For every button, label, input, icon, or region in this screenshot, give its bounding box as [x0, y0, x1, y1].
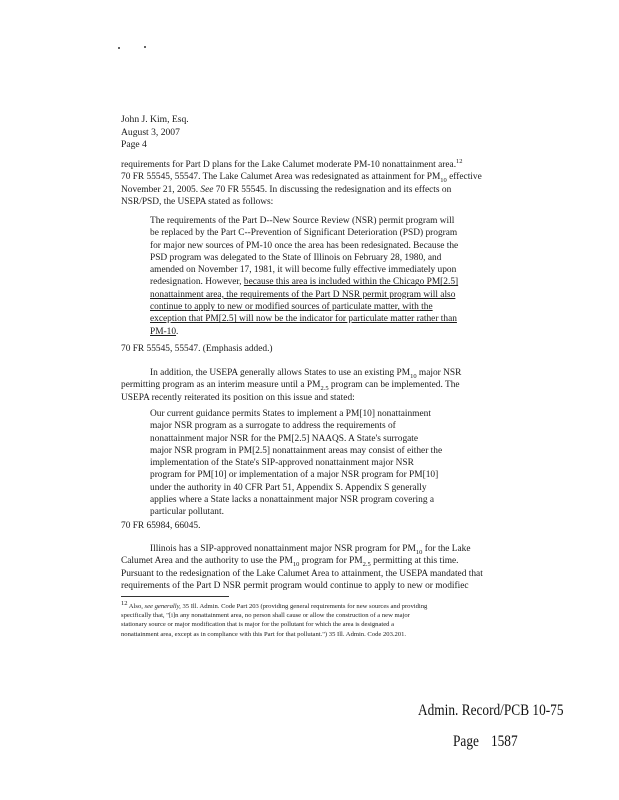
citation-2 [121, 520, 200, 532]
text-run: In addition, the USEPA generally allows States to use an existing PM [150, 368, 411, 378]
quote-line: amended on November 17, 1981, it will become fully effective immediately upon [150, 265, 457, 276]
text-run: requirements for Part D plans for the Lake Calumet moderate PM-10 nonattainment area. [121, 160, 457, 170]
underlined-emphasis: because this area is included within the Chicago PM[2.5] [243, 277, 459, 288]
text-run: permitting at this time. [370, 556, 459, 567]
record-page-stamp [453, 733, 518, 751]
italic-signal: see generally, [144, 603, 181, 610]
scan-speck [144, 46, 146, 48]
footnote [121, 599, 428, 639]
paragraph-1 [121, 159, 482, 208]
footnote-line: stationary source or major modification that is major for the pollutant for which the area is designated a [121, 621, 395, 629]
subscript: 10 [410, 372, 417, 380]
quote-line: under the authority in 40 CFR Part 51, Appendix S. Appendix S generally [150, 482, 427, 493]
subscript: 10 [415, 548, 423, 556]
footnote-line: specifically that, "[i]n any nonattainment area, no person shall cause or allow the construction of a new major [121, 612, 410, 620]
text-run: Calumet Area and the authority to use the PM [121, 556, 293, 567]
text-run: program can be implemented. The [328, 380, 460, 391]
underlined-emphasis: nonattainment area, the requirements of the Part D NSR permit program will also [150, 289, 456, 300]
text-run: Also, [127, 603, 145, 610]
text-line: NSR/PSD, the USEPA stated as follows: [121, 196, 274, 207]
quote-line: Our current guidance permits States to implement a PM[10] nonattainment [150, 409, 431, 419]
quote-line: The requirements of the Part D--New Source Review (NSR) permit program will [150, 216, 455, 226]
italic-signal: See [200, 184, 214, 195]
block-quote-2 [150, 408, 442, 519]
quote-line: major NSR program as a surrogate to address the requirements of [150, 421, 396, 432]
text-line: requirements of the Part D NSR permit program would continue to apply to new or modifiec [121, 580, 469, 591]
footnote-line: nonattainment area, except as in compliance with this Part for that pollutant.") 35 Ill. Admin. Code 203.201. [121, 630, 407, 638]
text-run: 70 FR 55545, 55547. The Lake Calumet Area was redesignated as attainment for PM [121, 172, 441, 183]
quote-line: for major new sources of PM-10 once the area has been redesignated. Because the [150, 240, 459, 251]
subscript: 2.5 [320, 385, 329, 393]
paragraph-2 [121, 367, 461, 404]
text-run: . [176, 326, 179, 337]
quote-line: particular pollutant. [150, 507, 224, 518]
quote-line: program for PM[10] or implementation of a major NSR program for PM[10] [150, 470, 439, 481]
underlined-emphasis: continue to apply to new or modified sources of particulate matter, with the [150, 302, 433, 313]
underlined-emphasis: exception that PM[2.5] will now be the indicator for particulate matter rather than [150, 314, 457, 325]
quote-line: major NSR program in PM[2.5] nonattainment areas may consist of either the [150, 445, 443, 456]
block-quote-1 [150, 215, 458, 338]
quote-line: nonattainment major NSR for the PM[2.5] NAAQS. A State's surrogate [150, 433, 419, 444]
text-line: Pursuant to the redesignation of the Lake Calumet Area to attainment, the USEPA mandated that [121, 568, 483, 579]
footnote-reference: 12 [456, 157, 463, 165]
subscript: 10 [440, 177, 447, 185]
date-line: August 3, 2007 [121, 126, 180, 138]
text-run: November 21, 2005. [121, 184, 201, 195]
text-run: redesignation. However, [150, 277, 244, 288]
text-run: 35 Ill. Admin. Code Part 203 (providing general requirements for new sources and providing [180, 603, 428, 610]
citation-text: 70 FR 55545, 55547. (Emphasis added.) [121, 344, 273, 354]
text-run: for the Lake [422, 544, 471, 554]
letter-header [121, 114, 189, 152]
footnote-mark: 12 [121, 599, 128, 607]
recipient-line: John J. Kim, Esq. [121, 114, 189, 125]
admin-record-stamp: Admin. Record/PCB 10-75 [418, 702, 564, 719]
scan-speck [118, 47, 120, 49]
text-run: Illinois has a SIP-approved nonattainment major NSR program for PM [150, 544, 416, 554]
record-page-number: 1587 [490, 733, 518, 750]
citation-1 [121, 343, 273, 355]
citation-text: 70 FR 65984, 66045. [121, 521, 201, 531]
text-run: major NSR [416, 368, 462, 378]
text-line: USEPA recently reiterated its position on this issue and stated: [121, 392, 355, 403]
paragraph-3 [121, 543, 483, 592]
subscript: 2.5 [362, 561, 371, 569]
page-label: Page [453, 733, 479, 750]
quote-line: applies where a State lacks a nonattainment major NSR program covering a [150, 495, 435, 506]
text-run: 70 FR 55545. In discussing the redesignation and its effects on [213, 184, 452, 195]
text-run: effective [446, 172, 482, 183]
quote-line: be replaced by the Part C--Prevention of Significant Deterioration (PSD) program [150, 228, 458, 239]
footnote-separator [121, 596, 229, 597]
text-run: permitting program as an interim measure until a PM [121, 380, 321, 391]
text-run: program for PM [299, 556, 363, 567]
quote-line: implementation of the State's SIP-approved nonattainment major NSR [150, 458, 414, 469]
quote-line: PSD program was delegated to the State of Illinois on February 28, 1980, and [150, 252, 442, 263]
subscript: 10 [292, 561, 300, 569]
underlined-emphasis: PM-10 [150, 326, 177, 337]
page-number-line: Page 4 [121, 139, 147, 150]
